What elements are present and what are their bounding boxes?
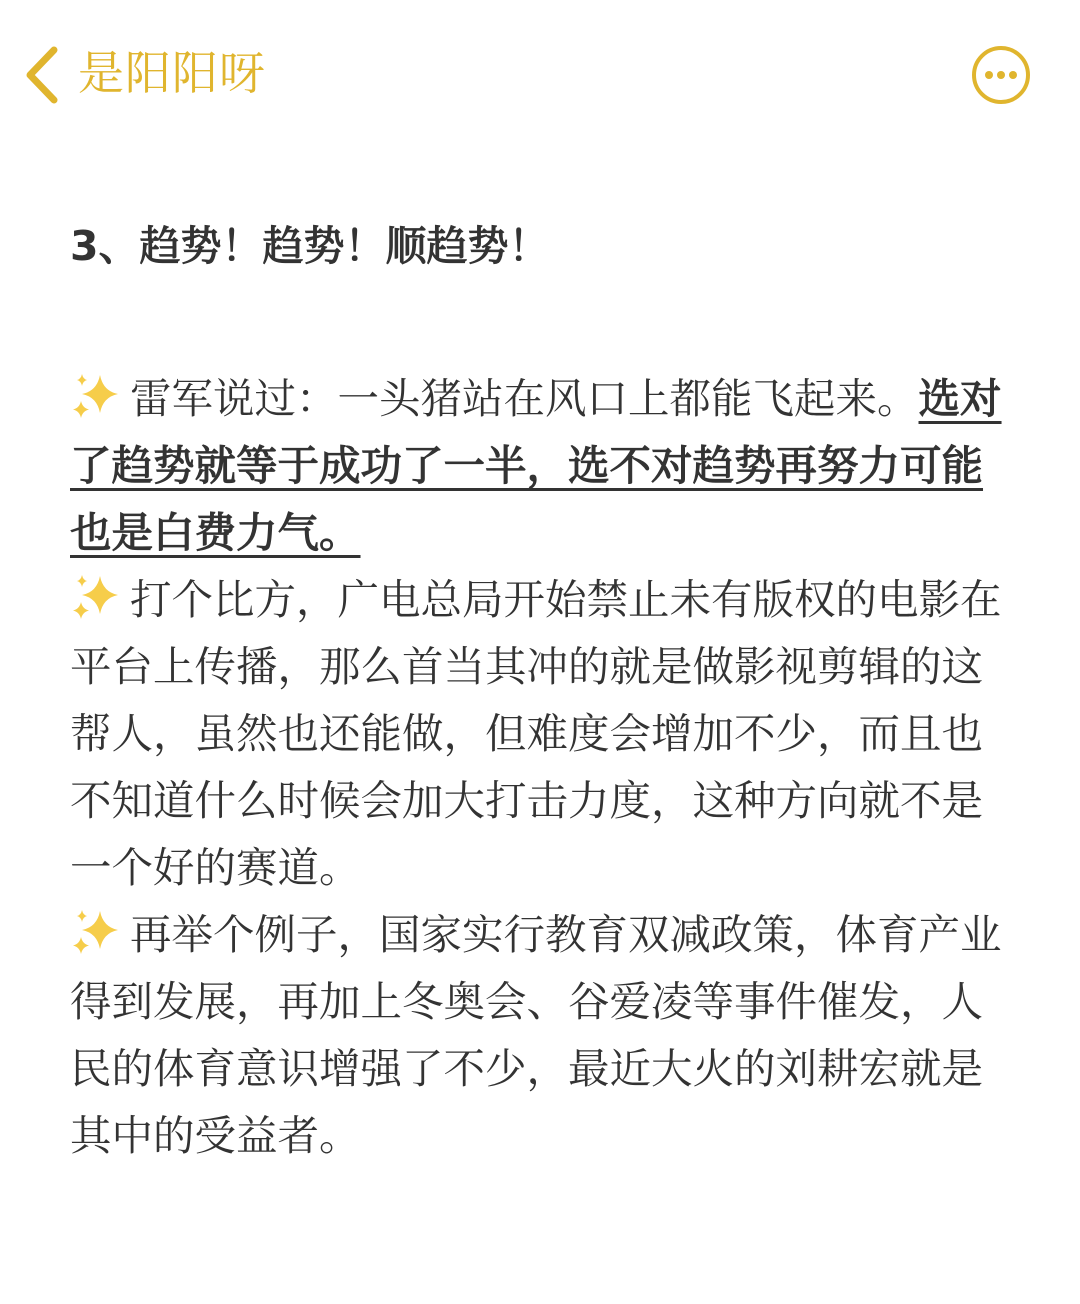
sparkles-icon <box>70 572 124 622</box>
chevron-left-icon <box>18 44 68 106</box>
back-button[interactable] <box>18 44 68 106</box>
paragraph-1 <box>70 365 1010 566</box>
sparkles-icon <box>70 371 124 421</box>
article-content <box>70 215 1010 1169</box>
paragraph-3 <box>70 901 1010 1169</box>
top-bar <box>0 0 1080 150</box>
more-options-button[interactable] <box>970 44 1032 106</box>
account-title[interactable]: 是阳阳呀 <box>78 46 266 100</box>
paragraph-3-text: 再举个例子，国家实行教育双减政策，体育产业得到发展，再加上冬奥会、谷爱凌等事件催发，人民的体育意识增强了不少，最近大火的刘耕宏就是其中的受益者。 <box>70 910 1002 1160</box>
paragraph-2 <box>70 566 1010 901</box>
paragraph-1-text: 雷军说过：一头猪站在风口上都能飞起来。 <box>130 374 919 423</box>
more-options-icon <box>970 44 1032 106</box>
section-heading: 3、趋势！趋势！顺趋势！ <box>70 222 550 270</box>
paragraph-2-text: 打个比方，广电总局开始禁止未有版权的电影在平台上传播，那么首当其冲的就是做影视剪辑的这帮人，虽然也还能做，但难度会增加不少，而且也不知道什么时候会加大打击力度，这种方向就不是一个好的赛道。 <box>70 575 1002 892</box>
sparkles-icon <box>70 907 124 957</box>
underlined-highlight: 选对了趋势就等于成功了一半，选不对趋势再努力可能也是白费力气。 <box>70 374 1002 557</box>
